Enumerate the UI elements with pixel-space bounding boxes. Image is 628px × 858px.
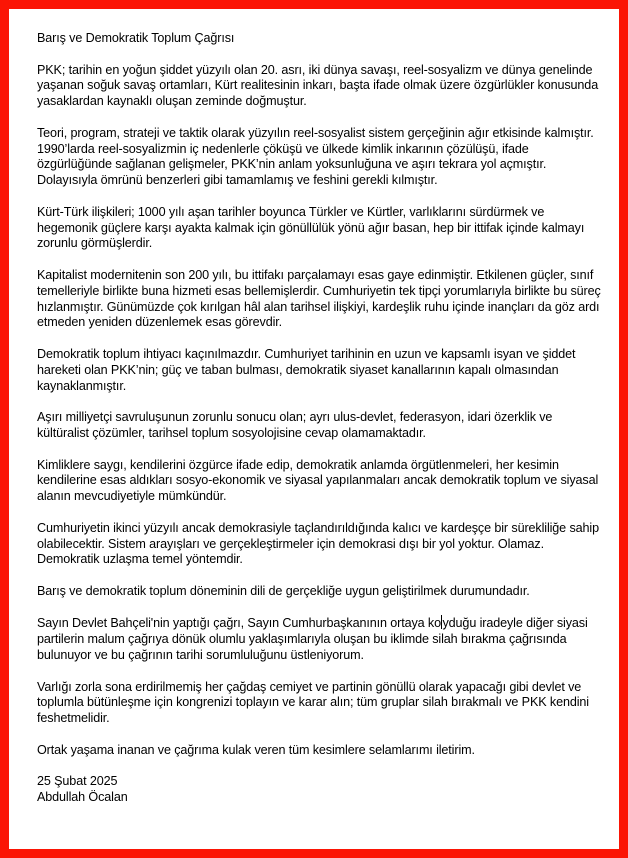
caret-paragraph-text-before: Sayın Devlet Bahçeli'nin yaptığı çağrı, Sayın Cumhurbaşkanının ortaya ko <box>37 616 441 631</box>
paragraph[interactable]: Teori, program, strateji ve taktik olarak yüzyılın reel-sosyalist sistem gerçeğinin ağır etkisinde kalmıştır. 1990’larda reel-sosyalizmin iç nedenlerle çöküşü ve ülkede kimlik inkarının çözülüşü, ifade özgürlüğünde sağlanan gelişmeler, PKK’nin anlam yoksunluğuna ve aşırı tekrara yol açmıştır. Dolayısıyla ömrünü benzerleri gibi tamamlamış ve feshini gerekli kılmıştır. <box>37 125 594 188</box>
paragraph[interactable]: Barış ve demokratik toplum döneminin dili de gerçekliğe uygun geliştirilmek durumundadır. <box>37 583 530 598</box>
paragraph[interactable]: PKK; tarihin en yoğun şiddet yüzyılı olan 20. asrı, iki dünya savaşı, reel-sosyalizm ve dünya genelinde yaşanan soğuk savaş ortamları, Kürt realitesinin inkarı, başta ifade olmak üzere özgürlükler konusunda yasaklardan kaynaklı oluşan zeminde doğmuştur. <box>37 62 599 109</box>
signature-author[interactable]: Abdullah Öcalan <box>37 790 128 805</box>
paragraph[interactable]: Varlığı zorla sona erdirilmemiş her çağdaş cemiyet ve partinin gönüllü olarak yapacağı gibi devlet ve toplumla bütünleşme için kongrenizi toplayın ve karar alın; tüm gruplar silah bırakmalı ve PKK kendini feshetmelidir. <box>37 679 589 726</box>
paragraphs-after-caret <box>37 680 603 759</box>
paragraph-with-caret[interactable] <box>37 615 603 663</box>
caret-paragraph-text-after: yduğu iradeyle diğer siyasi partilerin malum çağrıya dönük olumlu yaklaşımlarıyla oluşan bu iklimde silah bırakma çağrısında bulunuyor ve bu çağrının tarihi sorumluluğunu üstleniyorum. <box>37 616 588 663</box>
paragraph[interactable]: Kapitalist modernitenin son 200 yılı, bu ittifakı parçalamayı esas gaye edinmiştir. Etkilenen güçler, sınıf temelleriyle birlikte buna hizmeti esas bellemişlerdir. Cumhuriyetin tek tipçi yorumlarıyla birlikte bu süreç hızlanmıştır. Günümüzde çok kırılgan hâl alan tarihsel ilişkiyi, kardeşlik ruhu içinde inançları da göz ardı etmeden yeniden düzenlemek esas görevdir. <box>37 267 601 330</box>
paragraph[interactable]: Ortak yaşama inanan ve çağrıma kulak veren tüm kesimlere selamlarımı iletirim. <box>37 742 475 757</box>
paragraph[interactable]: Kürt-Türk ilişkileri; 1000 yılı aşan tarihler boyunca Türkler ve Kürtler, varlıklarını sürdürmek ve hegemonik güçlere karşı ayakta kalmak için gönüllülük yönü ağır basan, hep bir ittifak içinde kalmayı zorunlu görmüşlerdir. <box>37 204 585 251</box>
paragraph[interactable]: Cumhuriyetin ikinci yüzyılı ancak demokrasiyle taçlandırıldığında kalıcı ve kardeşçe bir sürekliliğe sahip olabilecektir. Sistem arayışları ve gerçekleştirmeler için demokrasi dışı bir yol yoktur. Olamaz. Demokratik uzlaşma temel yöntemdir. <box>37 520 599 567</box>
signature-date[interactable]: 25 Şubat 2025 <box>37 774 118 789</box>
paragraphs-before-caret <box>37 63 603 600</box>
paragraph[interactable]: Aşırı milliyetçi savruluşunun zorunlu sonucu olan; ayrı ulus-devlet, federasyon, idari özerklik ve kültüralist çözümler, tarihsel toplum sosyolojisine cevap olamamaktadır. <box>37 410 553 440</box>
document-text-area[interactable] <box>37 31 603 806</box>
paragraph[interactable]: Demokratik toplum ihtiyacı kaçınılmazdır. Cumhuriyet tarihinin en uzun ve kapsamlı isyan ve şiddet hareketi olan PKK’nin; güç ve taban bulması, demokratik siyaset kanallarının kapalı olmasından kaynaklanmıştır. <box>37 346 576 393</box>
paragraph[interactable]: Kimliklere saygı, kendilerini özgürce ifade edip, demokratik anlamda örgütlenmeleri, her kesimin kendilerine esas aldıkları sosyo-ekonomik ve siyasal yapılanmaları ancak demokratik toplum ve siyasal alanın mevcudiyetiyle mümkündür. <box>37 457 599 504</box>
document-title[interactable]: Barış ve Demokratik Toplum Çağrısı <box>37 31 235 45</box>
